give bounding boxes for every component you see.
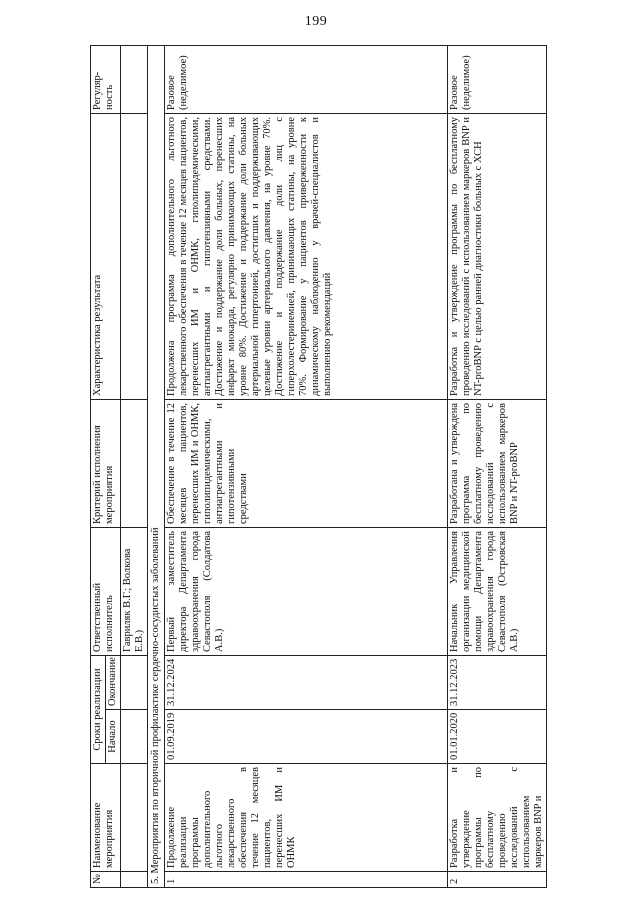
row-responsible: Начальник Управления организации медицинской помощи Департамента здравоохранения города Севастополя (Островская А.В.) <box>448 527 547 655</box>
header-regularity: Регуляр-ность <box>91 45 121 113</box>
header-terms: Сроки реализации <box>91 655 106 763</box>
program-table <box>90 45 547 888</box>
carryover-responsible: Гавриляк В.Г.; Волкова Е.В.) <box>121 527 148 655</box>
row-responsible: Первый заместитель директора Департамента здравоохранения города Севастополя (Солдатова А.В.) <box>165 527 448 655</box>
section-row <box>148 45 165 887</box>
row-num: 2 <box>448 872 547 888</box>
row-name: Продолжение реализации программы дополнительного льготного лекарственного обеспечения в течение 12 месяцев пациентов, перенесших ИМ и ОНМК <box>165 764 448 872</box>
table-row <box>165 45 448 887</box>
row-end: 31.12.2024 <box>165 655 448 709</box>
header-criterion: Критерий исполнения мероприятия <box>91 399 121 527</box>
row-num: 1 <box>165 872 448 888</box>
row-name: Разработка и утверждение программы по бесплатному проведению исследований с использованием маркеров BNP и <box>448 764 547 872</box>
header-num: № <box>91 872 121 888</box>
row-regularity: Разовое (неделимое) <box>448 45 547 113</box>
row-result: Продолжена программа дополнительного льготного лекарственного обеспечения в течение 12 месяцев пациентов, перенесших ИМ и ОНМК, гиполипидемическими, антиагрегантными и гипотензивными средствами. Достижение и поддержание доли больных, перенесших инфаркт миокарда, регулярно принимающих статины, на уровне 80%. Достижение и поддержание доли больных артериальной гипертонией, достигших и поддерживающих целевые уровни артериального давления, на уровне 70%. Достижение и поддержание доли лиц с гиперхолестеринемией, принимающих статины, на уровне 70%. Формирование у пациентов приверженности к динамическому наблюдению у врачей-специалистов и выполнению рекомендаций <box>165 113 448 399</box>
section-title: 5. Мероприятия по вторичной профилактике сердечно-сосудистых заболеваний <box>148 45 165 887</box>
header-name: Наименование мероприятия <box>91 764 121 872</box>
header-end: Окончание <box>106 655 121 709</box>
header-responsible: Ответственный исполнитель <box>91 527 121 655</box>
rotated-table-area <box>90 46 560 888</box>
row-regularity: Разовое (неделимое) <box>165 45 448 113</box>
table-row <box>448 45 547 887</box>
row-start: 01.01.2020 <box>448 710 547 764</box>
row-criterion: Разработана и утверждена программа по бесплатному проведению исследований с использованием маркеров BNP и NT-proBNP <box>448 399 547 527</box>
header-result: Характеристика результата <box>91 113 121 399</box>
row-end: 31.12.2023 <box>448 655 547 709</box>
row-start: 01.09.2019 <box>165 710 448 764</box>
carryover-row <box>121 45 148 887</box>
header-start: Начало <box>106 710 121 764</box>
page-number: 199 <box>304 14 328 29</box>
row-criterion: Обеспечение в течение 12 месяцев пациентов, перенесших ИМ и ОНМК, гиполипидемическими, антиагрегантными и гипотензивными средствами <box>165 399 448 527</box>
row-result: Разработка и утверждение программы по бесплатному проведению исследований с использованием маркеров BNP и NT-proBNP с целью ранней диагностики больных с ХСН <box>448 113 547 399</box>
